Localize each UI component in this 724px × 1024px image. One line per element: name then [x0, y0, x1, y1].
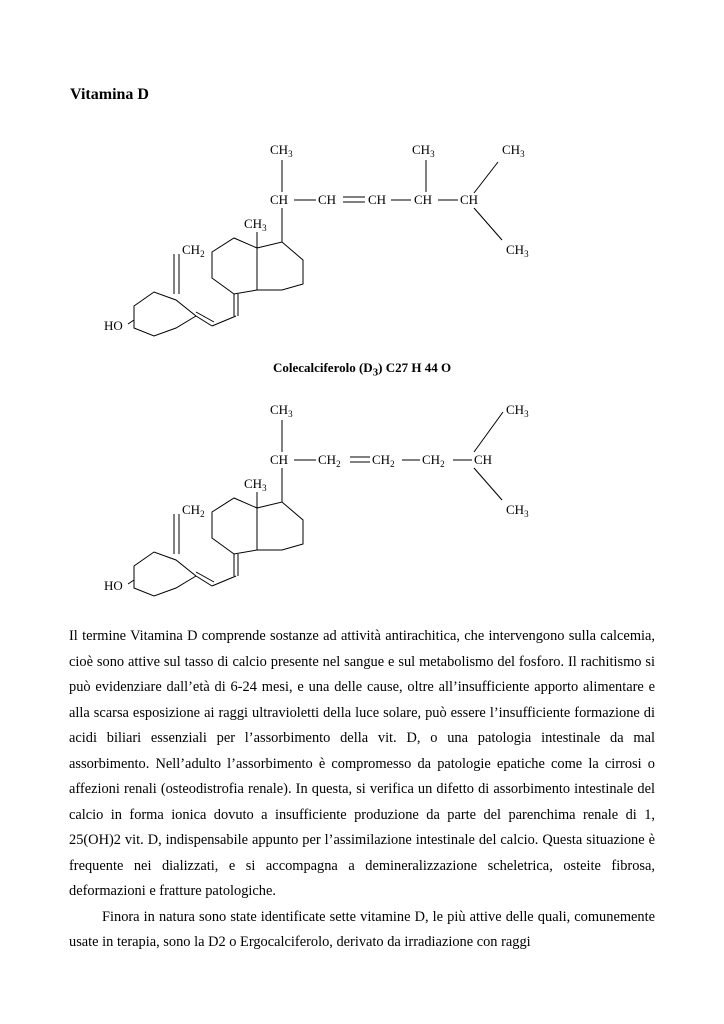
structure-1-diagram	[0, 130, 724, 350]
paragraph: Finora in natura sono state identificate sette vitamine D, le più attive delle quali, comunemente usate in terapia, sono la D2 o Ergocalciferolo, derivato da irradiazione con raggi	[69, 908, 655, 950]
methyl-label: $CH_3$	[506, 502, 529, 519]
hydroxyl-label: HO	[104, 578, 123, 593]
subscript-digit: 3	[524, 509, 529, 519]
page-title: Vitamina D	[70, 86, 149, 103]
subscript-digit: 3	[288, 149, 293, 159]
subscript-digit: 3	[524, 249, 529, 259]
methyl-label: $CH_3$	[412, 142, 435, 159]
subscript-digit: 3	[430, 149, 435, 159]
methyl-label: $CH_3$	[244, 216, 267, 233]
subscript-digit: 2	[440, 459, 445, 469]
caption-name: Colecalciferolo (D	[272, 360, 373, 375]
subscript-digit: 3	[262, 483, 267, 493]
methylene-label: $CH_2$	[182, 502, 205, 519]
subscript-digit: 2	[200, 509, 205, 519]
chain-atom: $CH_2$	[422, 452, 445, 469]
body-text	[69, 624, 655, 956]
caption-subscript: 3	[372, 366, 379, 379]
methyl-label: $CH_3$	[270, 142, 293, 159]
subscript-digit: 2	[200, 249, 205, 259]
chain-atom: $CH_2$	[318, 452, 341, 469]
chain-atom: CH	[460, 192, 479, 207]
methyl-label: $CH_3$	[506, 402, 529, 419]
methyl-label: $CH_3$	[270, 402, 293, 419]
structure-2-diagram	[0, 390, 724, 610]
subscript-digit: 2	[390, 459, 395, 469]
paragraph: Il termine Vitamina D comprende sostanze ad attività antirachitica, che intervengono sulla calcemia, cioè sono attive sul tasso di calcio presente nel sangue e sul metabolismo del fosforo. Il rachitismo si può evidenziare dall’età di 6-24 mesi, e una delle cause, oltre all’insufficiente apporto alimentare e alla scarsa esposizione ai raggi ultravioletti della luce solare, può essere l’insufficiente formazione di acidi biliari essenziali per l’assorbimento della vit. D, o una patologia intestinale da mal assorbimento. Nell’adulto l’assorbimento è compromesso da patologie epatiche come la cirrosi o affezioni renali (osteodistrofia renale). In questa, si verifica un difetto di assorbimento intestinale del calcio in forma ionica dovuto a insufficiente produzione da parte del parenchima renale di 1, 25(OH)2 vit. D, indispensabile appunto per l’assimilazione intestinale del calcio. Questa situazione è frequente nei dializzati, e si accompagna a demineralizzazione scheletrica, osteite fibrosa, deformazioni e fratture patologiche.	[69, 628, 655, 899]
chain-atom: CH	[270, 192, 289, 207]
chain-atom: CH	[368, 192, 387, 207]
hydroxyl-label: HO	[104, 318, 123, 333]
structure-1	[0, 130, 724, 350]
chain-atom: CH	[474, 452, 493, 467]
structure-2	[0, 390, 724, 610]
chain-atom: $CH_2$	[372, 452, 395, 469]
subscript-digit: 2	[336, 459, 341, 469]
chain-atom: CH	[318, 192, 337, 207]
subscript-digit: 3	[262, 223, 267, 233]
subscript-digit: 3	[520, 149, 525, 159]
caption-formula: ) C27 H 44 O	[378, 360, 452, 375]
methyl-label: $CH_3$	[244, 476, 267, 493]
methylene-label: $CH_2$	[182, 242, 205, 259]
subscript-digit: 3	[288, 409, 293, 419]
methyl-label: $CH_3$	[502, 142, 525, 159]
methyl-label: $CH_3$	[506, 242, 529, 259]
chain-atom: CH	[270, 452, 289, 467]
subscript-digit: 3	[524, 409, 529, 419]
chain-atom: CH	[414, 192, 433, 207]
structure-caption	[0, 360, 724, 379]
